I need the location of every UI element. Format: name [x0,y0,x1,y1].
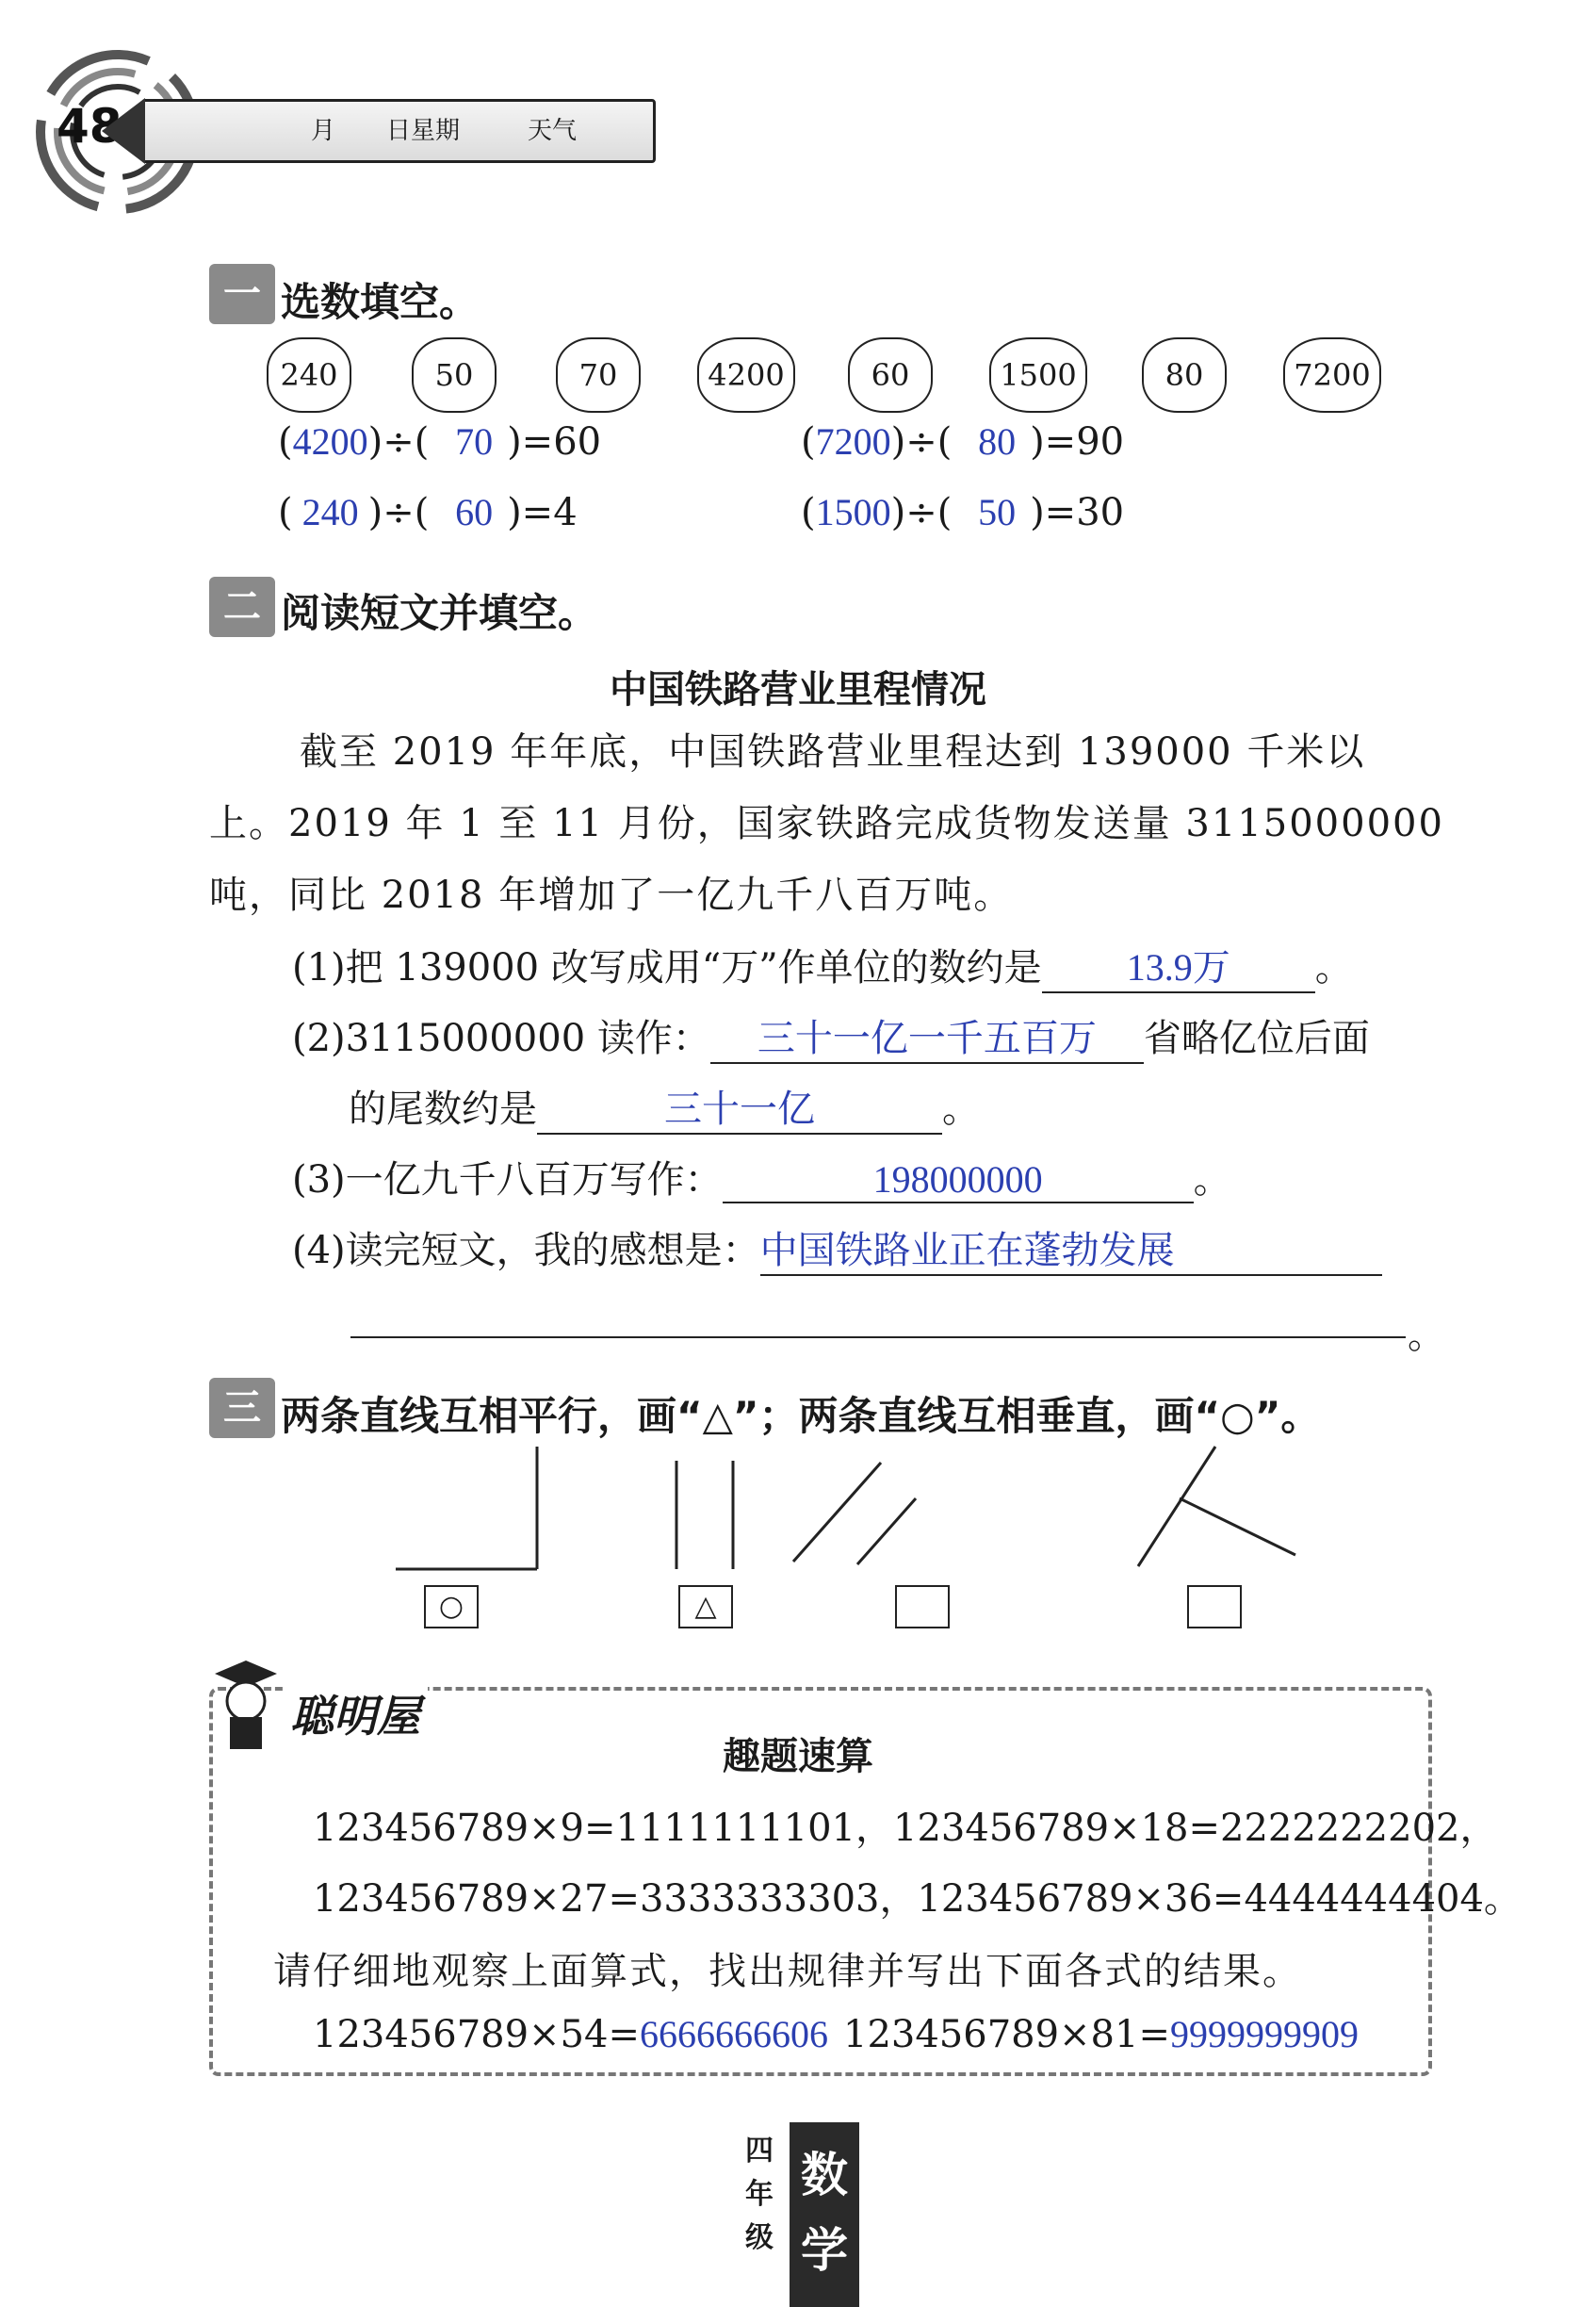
flower-number: 50 [412,337,497,413]
weather-label: 天气 [528,117,578,145]
flower-number: 240 [267,337,351,413]
page-number: 48 [57,99,122,154]
equation-result: =4 [521,491,578,534]
grade-label: 四 年 级 [745,2135,774,2254]
clever-room-title: 趣题速算 [723,1735,873,1778]
question-3: (3)一亿九千八百万写作： 198000000 。 [292,1158,1231,1202]
line-figures [377,1442,1338,1593]
question-2b: 的尾数约是 三十一亿 。 [349,1079,980,1135]
month-label: 月 [311,117,336,145]
pattern-line-1: 123456789×9=1111111101，123456789×18=2222222202， [313,1807,1498,1850]
section-2-title: 阅读短文并填空。 [281,590,598,636]
answer-1: 13.9万 [1126,946,1230,989]
pattern-line-2: 123456789×27=3333333303，123456789×36=4444444404。 [313,1877,1522,1921]
flower-number: 70 [556,337,641,413]
article-title: 中国铁路营业里程情况 [610,668,986,712]
answer-dividend: 4200 [292,420,368,463]
figure-parallel-oblique [793,1463,916,1564]
answer-2b: 三十一亿 [664,1088,815,1130]
question-54: 123456789×54=6666666606 [313,2013,828,2056]
answer-54: 6666666606 [639,2013,828,2055]
answer-box[interactable] [895,1585,950,1628]
equation-row: (1500)÷( 50 )=30 [801,491,1125,534]
answer-divisor: 50 [978,491,1017,533]
article-line-2: 上。2019 年 1 至 11 月份，国家铁路完成货物发送量 3115000000 [209,802,1444,845]
section-3-badge [209,1378,275,1438]
subject-label: 数 学 [790,2122,859,2307]
equation-row: ( 240 )÷( 60 )=4 [278,491,578,534]
equation-row: (7200)÷( 80 )=90 [801,420,1125,464]
equation-result: =90 [1044,420,1125,464]
day-weekday-label: 日星期 [386,117,461,145]
answer-box[interactable] [1187,1585,1242,1628]
section-3-title: 两条直线互相平行，画“△”；两条直线互相垂直，画“○”。 [281,1393,1321,1439]
flower-number: 60 [848,337,933,413]
section-1-badge [209,264,275,324]
figure-intersecting [1138,1447,1295,1566]
answer-4: 中国铁路业正在蓬勃发展 [759,1229,1175,1271]
section-3-mark: 三 [223,1385,261,1430]
question-81: 123456789×81=9999999909 [843,2013,1359,2056]
answer-box[interactable]: ○ [424,1585,479,1628]
answer-dividend: 240 [301,491,359,533]
question-4: (4)读完短文，我的感想是：中国铁路业正在蓬勃发展 [292,1220,1382,1276]
answer-dividend: 1500 [815,491,891,533]
clever-room-label: 聪明屋 [283,1682,428,1744]
flower-number: 7200 [1283,337,1381,413]
equation-result: =30 [1044,491,1125,534]
figure-perpendicular [396,1447,537,1569]
answer-divisor: 80 [978,420,1017,463]
answer-81: 9999999909 [1169,2013,1359,2055]
answer-3: 198000000 [872,1158,1043,1201]
pencil-tip [102,98,145,164]
section-2-badge [209,577,275,637]
equation-row: (4200)÷( 70 )=60 [278,420,602,464]
answer-4-continuation-line [350,1336,1406,1338]
section-1-mark: 一 [223,271,261,316]
section-1-title: 选数填空。 [281,279,480,325]
figure-parallel-vertical [676,1461,733,1569]
question-1: (1)把 139000 改写成用“万”作单位的数约是 13.9万 。 [292,938,1353,993]
question-2: (2)3115000000 读作： 三十一亿一千五百万 省略亿位后面 [292,1008,1370,1064]
instruction: 请仔细地观察上面算式，找出规律并写出下面各式的结果。 [273,1950,1302,1993]
question-4-end: 。 [1408,1314,1445,1357]
article-line-3: 吨，同比 2018 年增加了一亿九千八百万吨。 [209,874,1014,917]
flower-number: 4200 [697,337,795,413]
answer-2a: 三十一亿一千五百万 [757,1017,1097,1059]
answer-dividend: 7200 [815,420,891,463]
answer-divisor: 70 [455,420,494,463]
answer-divisor: 60 [455,491,494,533]
equation-result: =60 [521,420,602,464]
flower-number: 1500 [989,337,1087,413]
section-2-mark: 二 [223,584,261,629]
flower-number: 80 [1142,337,1227,413]
article-line-1: 截至 2019 年年底，中国铁路营业里程达到 139000 千米以 [300,730,1366,774]
answer-box[interactable]: △ [678,1585,733,1628]
